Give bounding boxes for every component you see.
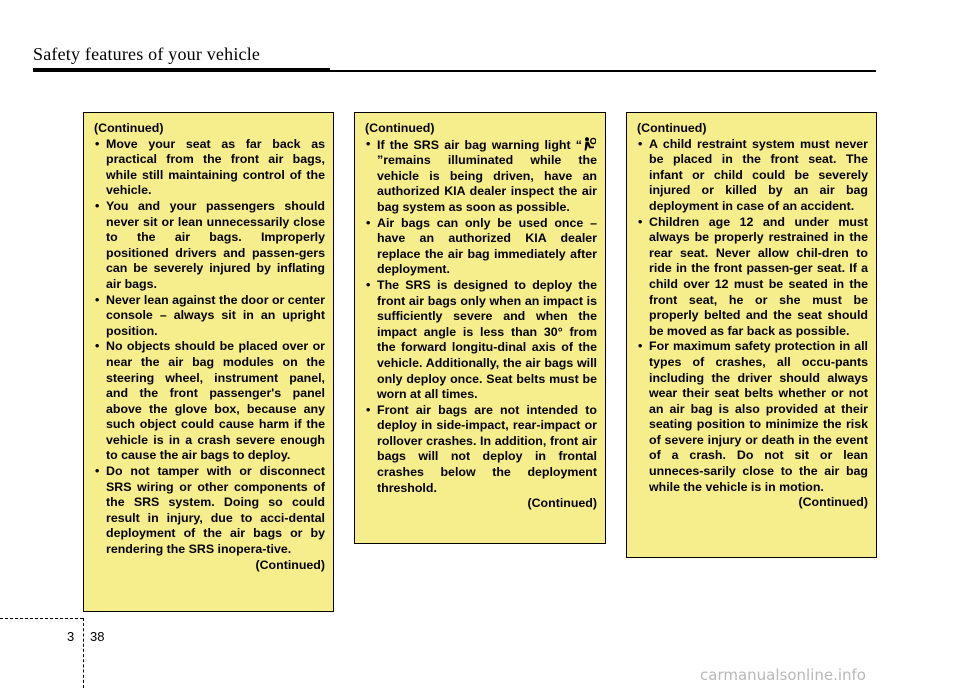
header-rule-thin [330, 70, 876, 72]
footer-divider [83, 618, 84, 688]
caution-list [365, 137, 597, 497]
chapter-number: 3 [67, 629, 75, 644]
continued-label: (Continued) [365, 121, 435, 135]
continued-label: (Continued) [527, 496, 597, 511]
list-item: • For maximum safety protection in all types of crashes, all occu-pants including the driver should always wear their seat belts whether or not an air bag is also provided at their seating position to minimize the risk of severe injury or death in the event of a crash. Do not sit or lean unneces-sarily close to the air bag while the vehicle is in motion. [637, 339, 868, 495]
list-item: • Move your seat as far back as practical from the front air bags, while still maintaining control of the vehicle. [94, 137, 325, 199]
continued-label: (Continued) [94, 121, 164, 135]
list-item: • No objects should be placed over or near the air bag modules on the steering wheel, instrument panel, and the front passenger's panel above the glove box, because any such object could cause harm if the vehicle is in a crash severe enough to cause the air bags to deploy. [94, 339, 325, 464]
list-item: • The SRS is designed to deploy the front air bags only when an impact is sufficiently severe and when the impact angle is less than 30° from the forward longitu-dinal axis of the vehicle. Additionally, the air bags will only deploy once. Seat belts must be worn at all times. [365, 278, 597, 403]
list-item: • A child restraint system must never be placed in the front seat. The infant or child could be severely injured or killed by an air bag deployment in case of an accident. [637, 137, 868, 215]
watermark: carmanualsonline.info [700, 666, 866, 684]
caution-box-2 [354, 112, 606, 544]
list-item: • You and your passengers should never sit or lean unnecessarily close to the air bags. Improperly positioned drivers and passen-gers can be severely injured by inflating air bags. [94, 199, 325, 293]
header-rule [33, 68, 330, 72]
continued-label: (Continued) [798, 495, 868, 510]
list-item: • Do not tamper with or disconnect SRS wiring or other components of the SRS system. Doing so could result in injury, due to acci-dental deployment of the air bags or by rendering the SRS inopera-tive. [94, 464, 325, 558]
continued-label: (Continued) [255, 557, 325, 572]
caution-list [94, 137, 325, 558]
page-header-title: Safety features of your vehicle [33, 44, 261, 64]
list-item-text: If the SRS air bag warning light “ [377, 137, 582, 152]
list-item: • Front air bags are not intended to deploy in side-impact, rear-impact or rollover crashes. In addition, front air bags will not deploy in frontal crashes below the deployment threshold. [365, 403, 597, 497]
list-item-text: ”remains illuminated while the vehicle is being driven, have an authorized KIA dealer inspect the air bag system as soon as possible. [377, 153, 597, 214]
airbag-warning-icon [583, 137, 596, 152]
page-number: 38 [90, 629, 105, 644]
list-item: • Never lean against the door or center console – always sit in an upright position. [94, 293, 325, 340]
caution-box-3 [626, 112, 877, 558]
list-item: • Children age 12 and under must always be properly restrained in the rear seat. Never allow chil-dren to ride in the front passen-ger seat. If a child over 12 must be seated in the front seat, he or she must be properly belted and the seat should be moved as far back as possible. [637, 215, 868, 340]
continued-label: (Continued) [637, 121, 707, 135]
footer-rule [0, 618, 83, 619]
caution-box-1 [83, 112, 334, 612]
caution-list [637, 137, 868, 496]
list-item: • Air bags can only be used once – have an authorized KIA dealer replace the air bag immediately after deployment. [365, 216, 597, 278]
list-item [365, 137, 597, 216]
